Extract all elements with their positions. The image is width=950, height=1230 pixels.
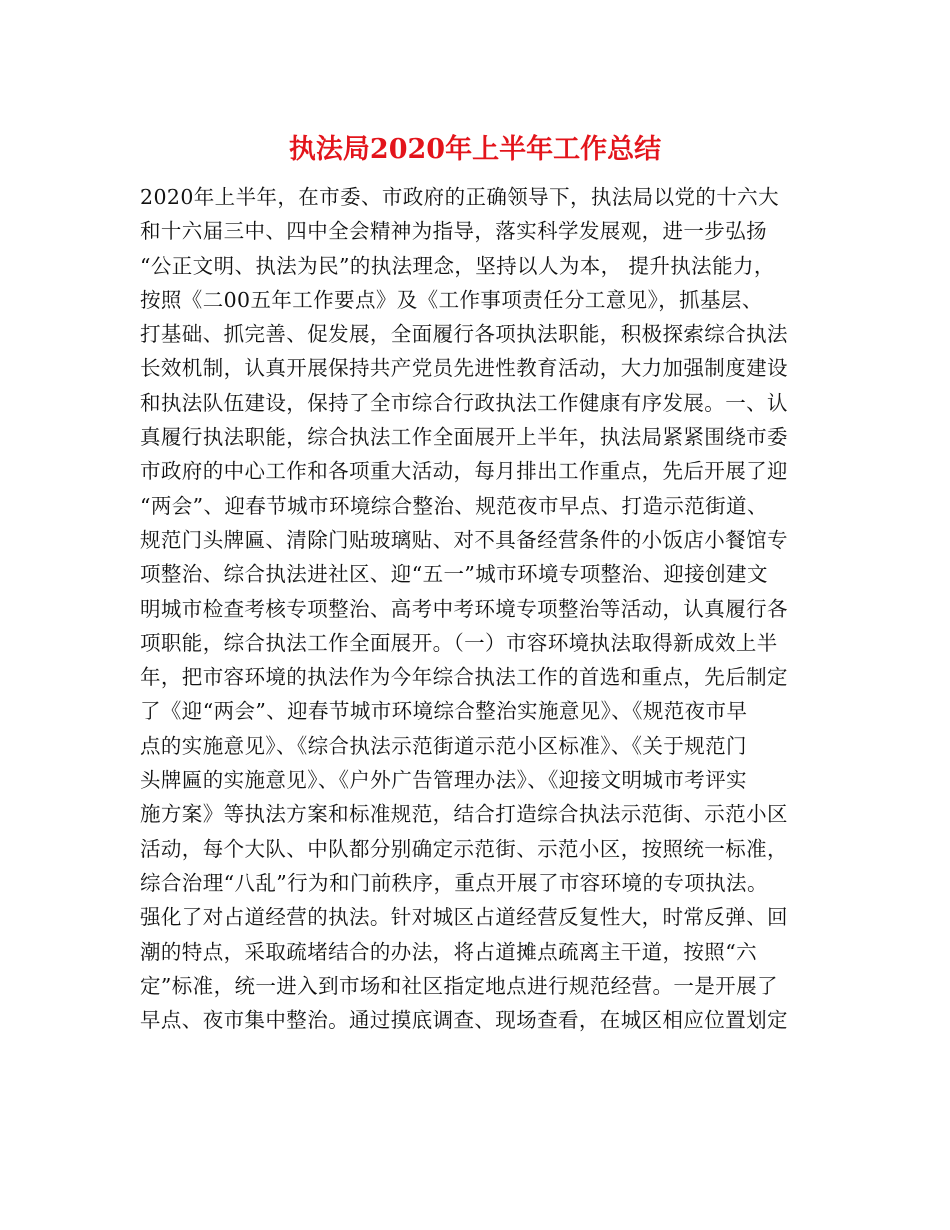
body-line: 点的实施意见》、《综合执法示范街道示范小区标准》、《关于规范门 [140, 733, 747, 758]
body-line: 年，把市容环境的执法作为今年综合执法工作的首选和重点，先后制定 [140, 665, 788, 690]
body-line: 规范门头牌匾、清除门贴玻璃贴、对不具备经营条件的小饭店小餐馆专 [140, 527, 788, 552]
document-title: 执法局2020年上半年工作总结 [288, 134, 662, 165]
body-line: 活动，每个大队、中队都分别确定示范街、示范小区，按照统一标准， [140, 836, 788, 861]
body-line: 了《迎“两会”、迎春节城市环境综合整治实施意见》、《规范夜市早 [140, 699, 748, 724]
body-line: 明城市检查考核专项整治、高考中考环境专项整治等活动，认真履行各 [140, 596, 788, 621]
body-line: 头牌匾的实施意见》、《户外广告管理办法》、《迎接文明城市考评实 [140, 768, 747, 793]
body-line: 施方案》等执法方案和标准规范，结合打造综合执法示范街、示范小区 [140, 802, 788, 827]
body-line: 项职能，综合执法工作全面展开。（一）市容环境执法取得新成效上半 [140, 630, 778, 655]
body-line: 强化了对占道经营的执法。针对城区占道经营反复性大，时常反弹、回 [140, 905, 788, 930]
body-line: 和执法队伍建设，保持了全市综合行政执法工作健康有序发展。一、认 [140, 390, 788, 415]
body-line: 真履行执法职能，综合执法工作全面展开上半年，执法局紧紧围绕市委 [140, 425, 788, 450]
body-line: 综合治理“八乱”行为和门前秩序，重点开展了市容环境的专项执法。 [140, 870, 768, 895]
body-line: 市政府的中心工作和各项重大活动，每月排出工作重点，先后开展了迎 [140, 459, 788, 484]
body-line: 早点、夜市集中整治。通过摸底调查、现场查看，在城区相应位置划定 [140, 1008, 788, 1033]
body-line: 长效机制，认真开展保持共产党员先进性教育活动，大力加强制度建设 [140, 356, 788, 381]
body-line: 潮的特点，采取疏堵结合的办法，将占道摊点疏离主干道，按照“六 [140, 939, 757, 964]
body-line: 定”标准，统一进入到市场和社区指定地点进行规范经营。一是开展了 [140, 973, 778, 998]
body-line: 打基础、抓完善、促发展，全面履行各项执法职能，积极探索综合执法 [140, 322, 788, 347]
body-line: “公正文明、执法为民”的执法理念，坚持以人为本， 提升执法能力， [140, 253, 775, 278]
body-line: 按照《二00五年工作要点》及《工作事项责任分工意见》，抓基层、 [140, 287, 763, 312]
body-line: 2020年上半年，在市委、市政府的正确领导下，执法局以党的十六大 [140, 185, 779, 209]
body-line: “两会”、迎春节城市环境综合整治、规范夜市早点、打造示范街道、 [140, 493, 768, 518]
body-line: 项整治、综合执法进社区、迎“五一”城市环境专项整治、迎接创建文 [140, 562, 768, 587]
body-line: 和十六届三中、四中全会精神为指导，落实科学发展观，进一步弘扬 [140, 219, 767, 244]
document-body [140, 180, 830, 1037]
